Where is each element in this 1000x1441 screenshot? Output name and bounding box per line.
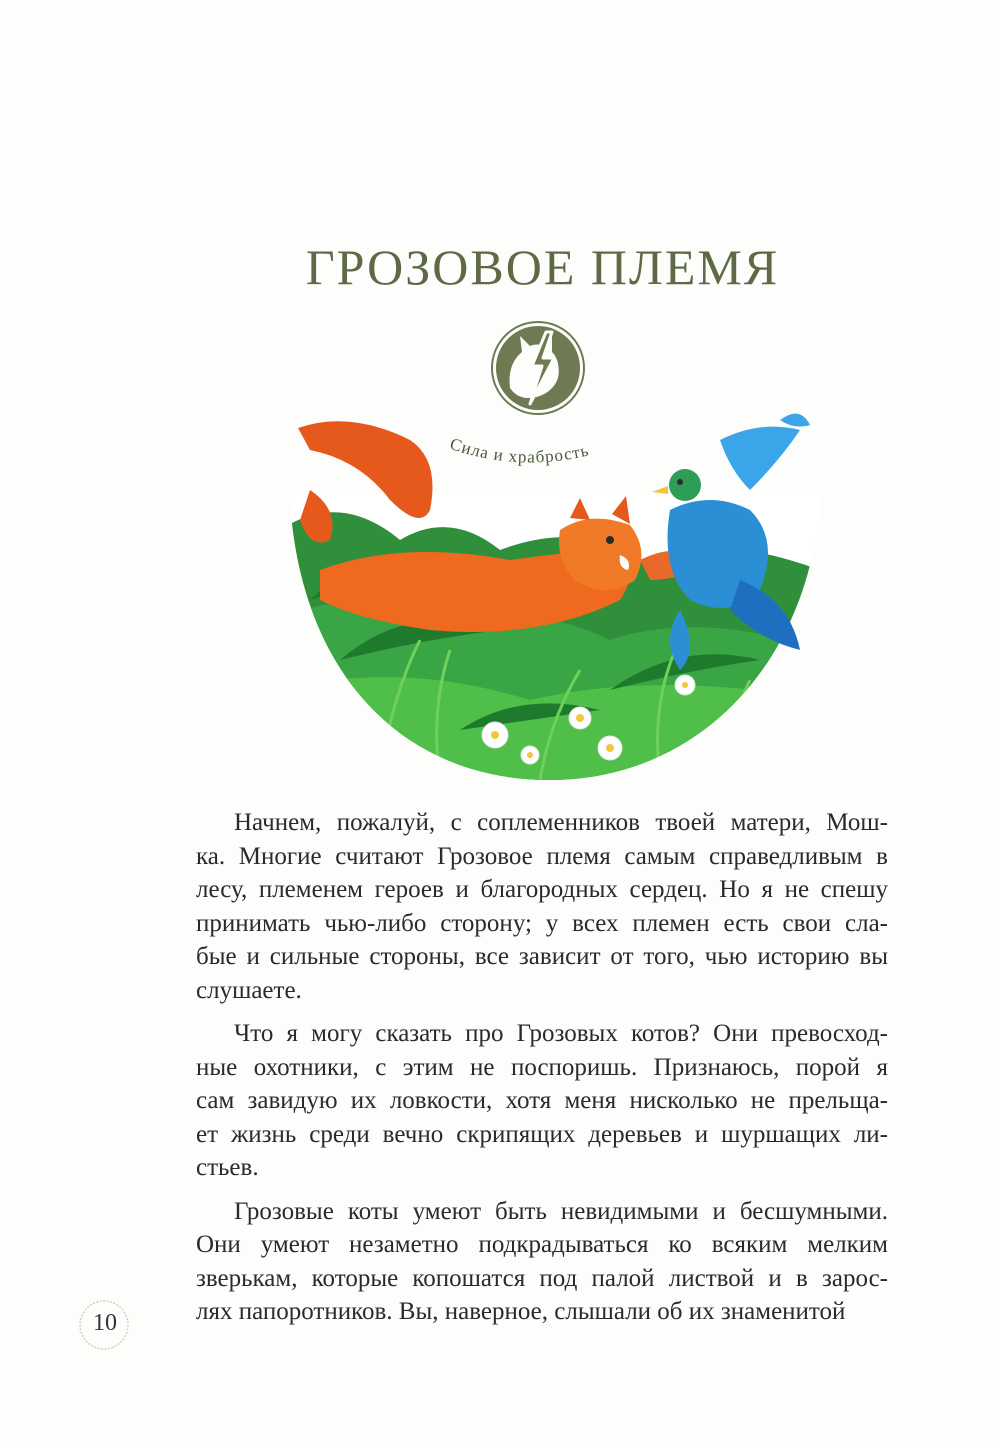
text-line: ка. Многие считают Грозовое племя самым справедливым в xyxy=(196,842,888,870)
paragraph xyxy=(196,1017,888,1185)
text-line: принимать чью-либо сторону; у всех племен есть свои сла- xyxy=(196,909,888,937)
text-line: Грозовые коты умеют быть невидимыми и бесшумными. xyxy=(234,1197,888,1225)
body-text xyxy=(196,806,888,1339)
paragraph xyxy=(196,1195,888,1329)
text-line: лях папоротников. Вы, наверное, слышали об их знаменитой xyxy=(196,1298,846,1325)
chapter-title: ГРОЗОВОЕ ПЛЕМЯ xyxy=(305,239,780,295)
text-line: лесу, племенем героев и благородных сердец. Но я не спешу xyxy=(196,876,888,903)
chapter-motto xyxy=(430,405,660,485)
text-line: бые и сильные стороны, все зависит от того, чью историю вы xyxy=(196,943,888,970)
paragraph xyxy=(196,806,888,1007)
text-line: Начнем, пожалуй, с соплеменников твоей матери, Мош- xyxy=(234,809,888,836)
text-line: слушаете. xyxy=(196,976,302,1004)
text-line: сам завидую их ловкости, хотя меня нисколько не прельща- xyxy=(196,1087,888,1114)
text-line: ет жизнь среди вечно скрипящих деревьев и шуршащих ли- xyxy=(196,1120,888,1148)
text-line: зверькам, которые копошатся под палой листвой и в зарос- xyxy=(196,1264,888,1292)
motto-text: Сила и храбрость xyxy=(447,434,591,467)
page-number: 10 xyxy=(93,1310,117,1336)
text-line: ные охотники, с этим не поспоришь. Признаюсь, порой я xyxy=(196,1053,888,1081)
text-line: стьев. xyxy=(196,1154,259,1181)
text-line: Они умеют незаметно подкрадываться ко всяким мелким xyxy=(196,1231,888,1258)
text-line: Что я могу сказать про Грозовых котов? Они превосход- xyxy=(234,1020,888,1047)
svg-text:Сила и храбрость xyxy=(448,434,591,466)
